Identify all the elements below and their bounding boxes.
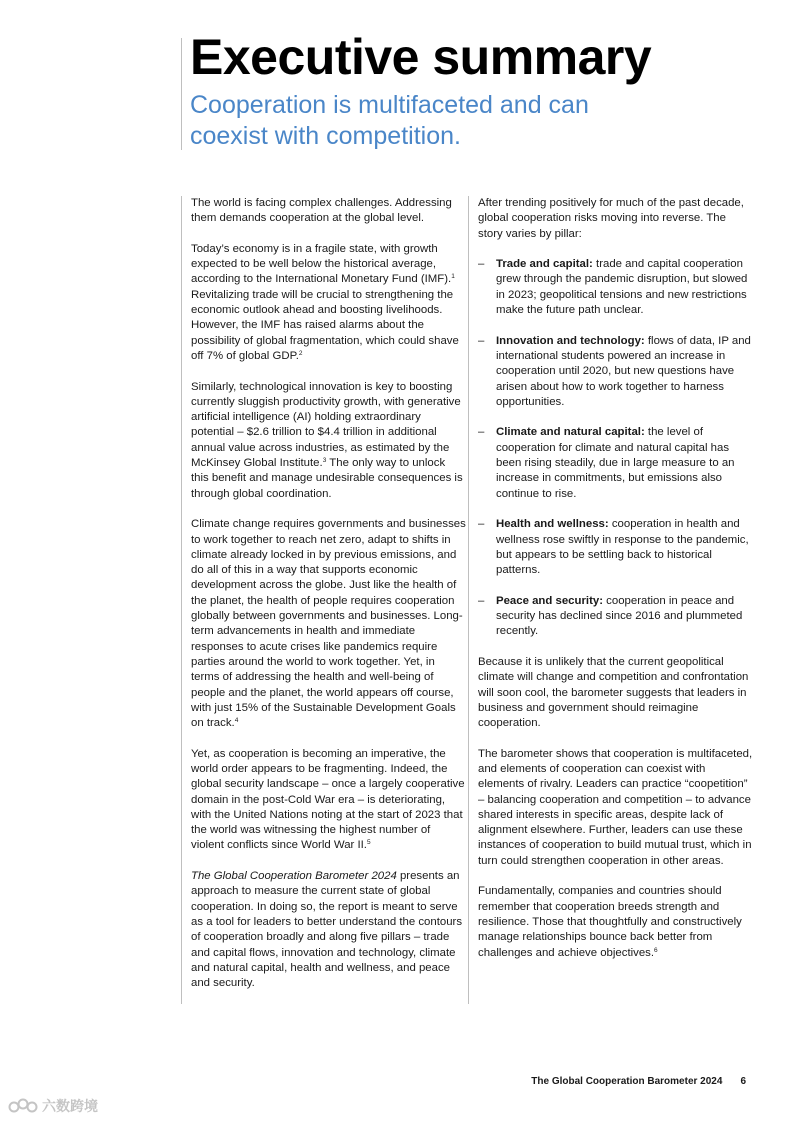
pillar-list	[478, 257, 753, 639]
footnote-ref-1[interactable]: 1	[451, 273, 455, 281]
report-title-italic: The Global Cooperation Barometer 2024	[191, 870, 397, 883]
pillar-label: Health and wellness:	[496, 518, 609, 531]
dash-bullet: –	[478, 258, 485, 271]
dash-bullet: –	[478, 594, 485, 607]
pillar-label: Climate and natural capital:	[496, 426, 645, 439]
page-number: 6	[740, 1076, 746, 1087]
footnote-ref-6[interactable]: 6	[654, 946, 658, 954]
dash-bullet: –	[478, 426, 485, 439]
center-column-divider-line	[468, 196, 469, 1004]
pillar-item-innovation: – Innovation and technology: flows of data, IP and international students powered an increase in cooperation until 2020, but new questions have arisen about how to work together to harness opportunities.	[478, 334, 751, 408]
page-footer	[531, 1076, 746, 1087]
footer-report-title: The Global Cooperation Barometer 2024	[531, 1076, 723, 1087]
footnote-ref-3[interactable]: 3	[322, 457, 327, 465]
page-title: Executive summary	[190, 29, 652, 85]
paragraph-fragmentation: Yet, as cooperation is becoming an imperative, the world order appears to be fragmenting. Indeed, the global security landscape – once a largely cooperative domain in the post-Cold War era – is deteriorating, with the United Nations noting at the start of 2023 that the world was witnessing the highest number of violent conflicts since World War II.$^5$	[191, 747, 465, 852]
pillar-item-climate: – Climate and natural capital: the level of cooperation for climate and natural capital has been rising steadily, due in large measure to an increase in commitments, but emissions also continue to rise.	[478, 426, 735, 500]
dash-bullet: –	[478, 518, 485, 531]
header-divider-line	[181, 38, 182, 150]
paragraph-fundamentally: Fundamentally, companies and countries should remember that cooperation breeds strength and resilience. Those that thoughtfully and constructively manage relationships bounce back better from challenges and achieve objectives.$^6$	[478, 885, 742, 959]
left-column	[191, 196, 466, 1007]
page-subtitle: Cooperation is multifaceted and can coexist with competition.	[190, 91, 589, 150]
pillar-item-trade: – Trade and capital: trade and capital cooperation grew through the pandemic disruption, but slowed in 2023; geopolitical tensions and new restrictions make the future path unclear.	[478, 258, 748, 317]
right-column	[478, 196, 753, 976]
pillar-label: Peace and security:	[496, 594, 603, 607]
footnote-ref-5[interactable]: 5	[366, 839, 371, 847]
paragraph-pillars-intro: After trending positively for much of the past decade, global cooperation risks moving into reverse. The story varies by pillar:	[478, 197, 744, 240]
dash-bullet: –	[478, 334, 485, 347]
watermark	[8, 1096, 98, 1116]
footnote-ref-2[interactable]: 2	[298, 349, 303, 357]
pillar-item-health: – Health and wellness: cooperation in health and wellness rose swiftly in response to the pandemic, but appears to be settling back to historical patterns.	[478, 518, 749, 577]
paragraph-climate-health: Climate change requires governments and businesses to work together to reach net zero, adapt to shifts in climate already locked in by previous emissions, and do all of this in a way that supports economic development across the globe. Just like the health of the planet, the health of people requires cooperation globally between governments and businesses. Long-term advancements in health and immediate responses to acute crises like pandemics require parties around the world to work together. Yet, in terms of addressing the health and well-being of people and the planet, the world appears off course, with just 15% of the Sustainable Development Goals on track.$^4$	[191, 518, 466, 730]
left-column-divider-line	[181, 196, 182, 1004]
pillar-label: Trade and capital:	[496, 258, 593, 271]
watermark-text: 六数跨境	[42, 1098, 98, 1114]
paragraph-economy: Today’s economy is in a fragile state, with growth expected to be well below the historical average, according to the International Monetary Fund (IMF).$^1$ Revitalizing trade will be crucial to strengthening the economic outlook ahead and boosting livelihoods. However, the IMF has raised alarms about the possibility of global fragmentation, which could shave off 7% of global GDP.$^2$	[191, 242, 459, 362]
footnote-ref-4[interactable]: 4	[234, 717, 239, 725]
paragraph-report-purpose: The Global Cooperation Barometer 2024 presents an approach to measure the current state of global cooperation. In doing so, the report is meant to serve as a tool for leaders to better understand the contours of cooperation broadly and along five pillars – trade and capital flows, innovation and technology, climate and natural capital, health and wellness, and peace and security.	[191, 870, 463, 990]
paragraph-reimagine: Because it is unlikely that the current geopolitical climate will change and competition and confrontation will soon cool, the barometer suggests that leaders in business and government should reimagine cooperation.	[478, 655, 749, 730]
paragraph-intro: The world is facing complex challenges. Addressing them demands cooperation at the global level.	[191, 197, 452, 225]
paragraph-coopetition: The barometer shows that cooperation is multifaceted, and elements of cooperation can coexist with elements of rivalry. Leaders can practice “coopetition” – balancing cooperation and competition – to advance shared interests in specific areas, despite lack of alignment elsewhere. Further, leaders can use these instances of cooperation to build mutual trust, which in turn could strengthen cooperation in other areas.	[478, 747, 753, 867]
logo-icon	[8, 1098, 38, 1114]
pillar-label: Innovation and technology:	[496, 334, 645, 347]
pillar-item-peace: – Peace and security: cooperation in peace and security has declined since 2016 and plummeted recently.	[478, 594, 743, 638]
paragraph-technology: Similarly, technological innovation is key to boosting currently sluggish productivity growth, with generative artificial intelligence (AI) holding extraordinary potential – $2.6 trillion to $4.4 trillion in additional annual value across industries, as estimated by the McKinsey Global Institute.$^3$ The only way to unlock this benefit and manage undesirable consequences is through global coordination.	[191, 380, 463, 500]
